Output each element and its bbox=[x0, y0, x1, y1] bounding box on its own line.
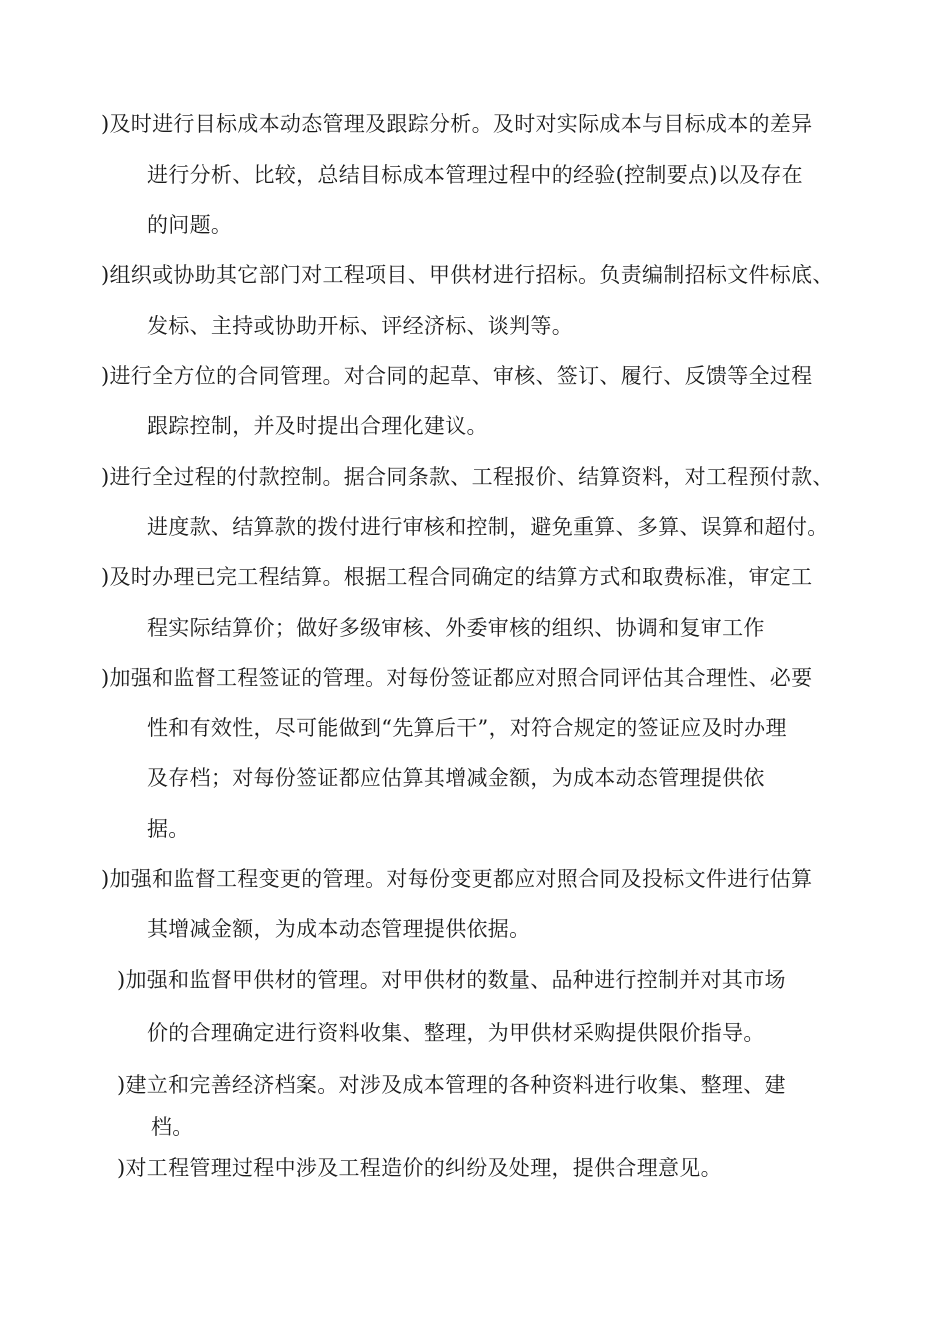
paragraph-line: 据。 bbox=[147, 817, 190, 841]
paragraph-line: 跟踪控制，并及时提出合理化建议。 bbox=[147, 414, 488, 438]
paragraph-line: )组织或协助其它部门对工程项目、甲供材进行招标。负责编制招标文件标底、 bbox=[101, 263, 834, 287]
paragraph-line: 发标、主持或协助开标、评经济标、谈判等。 bbox=[147, 314, 573, 338]
paragraph-line: )加强和监督工程变更的管理。对每份变更都应对照合同及投标文件进行估算 bbox=[101, 867, 813, 891]
paragraph-line: )进行全方位的合同管理。对合同的起草、审核、签订、履行、反馈等全过程 bbox=[101, 364, 813, 388]
paragraph-line: )对工程管理过程中涉及工程造价的纠纷及处理，提供合理意见。 bbox=[117, 1156, 722, 1180]
paragraph-line: 及存档；对每份签证都应估算其增减金额，为成本动态管理提供依 bbox=[147, 766, 765, 790]
paragraph-line: )及时进行目标成本动态管理及跟踪分析。及时对实际成本与目标成本的差异 bbox=[101, 112, 813, 136]
paragraph-line: 价的合理确定进行资料收集、整理，为甲供材采购提供限价指导。 bbox=[147, 1021, 765, 1045]
paragraph-line: 的问题。 bbox=[147, 213, 233, 237]
paragraph-line: )建立和完善经济档案。对涉及成本管理的各种资料进行收集、整理、建 bbox=[117, 1073, 786, 1097]
paragraph-line: )加强和监督甲供材的管理。对甲供材的数量、品种进行控制并对其市场 bbox=[117, 968, 786, 992]
paragraph-line: )进行全过程的付款控制。据合同条款、工程报价、结算资料，对工程预付款、 bbox=[101, 465, 834, 489]
paragraph-line: 性和有效性，尽可能做到“先算后干”，对符合规定的签证应及时办理 bbox=[147, 716, 787, 740]
paragraph-line: 程实际结算价；做好多级审核、外委审核的组织、协调和复审工作 bbox=[147, 616, 765, 640]
paragraph-line: 进行分析、比较，总结目标成本管理过程中的经验(控制要点)以及存在 bbox=[147, 163, 803, 187]
paragraph-line: 进度款、结算款的拨付进行审核和控制，避免重算、多算、误算和超付。 bbox=[147, 515, 829, 539]
paragraph-line: 档。 bbox=[151, 1115, 194, 1139]
paragraph-line: )加强和监督工程签证的管理。对每份签证都应对照合同评估其合理性、必要 bbox=[101, 666, 813, 690]
paragraph-line: )及时办理已完工程结算。根据工程合同确定的结算方式和取费标准，审定工 bbox=[101, 565, 813, 589]
paragraph-line: 其增减金额，为成本动态管理提供依据。 bbox=[147, 917, 531, 941]
